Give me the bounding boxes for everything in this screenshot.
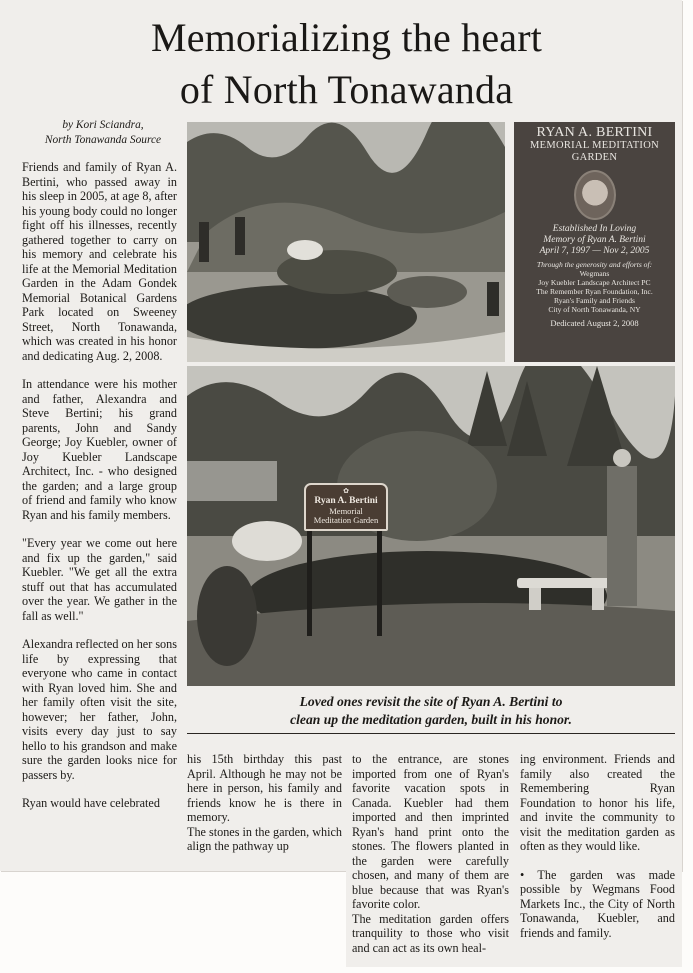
paragraph: to the entrance, are stones imported from one of Ryan's favorite vacation spots in Canada. Kuebler had them imported and then imprinted Ryan's hand print onto the stones. The flowers planted in the garden were carefully chosen, and many of them are blue because that was Ryan's favorite color. <box>352 752 509 911</box>
sign-line-2: Meditation Garden <box>313 515 379 525</box>
plaque-dates: April 7, 1997 — Nov 2, 2005 <box>539 246 650 256</box>
plaque-sponsor: Wegmans <box>579 269 610 278</box>
paragraph: his 15th birthday this past April. Although he may not be here in person, his family and friends know he is there in memory. <box>187 752 342 824</box>
caption-line-2: clean up the meditation garden, built in his honor. <box>290 712 572 727</box>
paragraph: The stones in the garden, which align the pathway up <box>187 824 343 853</box>
plaque-title: RYAN A. BERTINI <box>536 125 653 140</box>
memorial-plaque-photo <box>514 122 675 362</box>
article-column-3 <box>352 752 509 969</box>
garden-photo-top <box>187 122 505 362</box>
plaque-sponsor: Joy Kuebler Landscape Architect PC <box>538 278 651 287</box>
garden-photo-main <box>187 366 675 686</box>
plaque-dedicated: Dedicated August 2, 2008 <box>550 318 639 328</box>
garden-sign <box>304 483 388 531</box>
plaque-sponsor: The Remember Ryan Foundation, Inc. <box>536 287 653 296</box>
plaque-subtitle-1: MEMORIAL MEDITATION <box>530 140 659 151</box>
paragraph: In attendance were his mother and father, Alexandra and Steve Bertini; his grand parents, John and Sandy George; Joy Kuebler, owner of Joy Kuebler Landscape Architect, Inc. - who designed the garden; and a large group of friend and family who know Ryan and his family members. <box>22 377 177 522</box>
paragraph: • The garden was made possible by Wegmans Food Markets Inc., the City of North Tonawanda, Kuebler, and friends and family. <box>520 867 675 940</box>
caption-divider <box>187 733 675 734</box>
sign-line-1: Memorial <box>329 506 363 516</box>
flower-icon: ✿ <box>343 487 349 495</box>
article-column-1 <box>22 160 177 825</box>
plaque-through: Through the generosity and efforts of: <box>536 260 653 269</box>
portrait-icon <box>574 170 616 220</box>
headline-line-1: Memorializing the heart <box>150 15 543 60</box>
paragraph: Friends and family of Ryan A. Bertini, who passed away in his sleep in 2005, at age 8, after his young body could no longer fight off his illnesses, recently gathered together to carry on his memory and celebrate his life at the Memorial Meditation Garden in the Adam Gondek Memorial Botanical Gardens Park located on Sweeney Street, North Tonawanda, which was created in his honor and dedicating Aug. 2, 2008. <box>22 160 177 363</box>
paragraph: Alexandra reflected on her sons life by expressing that everyone who came in contact with Ryan loved him. She and her family often visit the site, however; her father, John, visits every day just to say hello to his grandson and make sure the garden looks nice for passers by. <box>22 637 177 782</box>
plaque-sponsor: City of North Tonawanda, NY <box>548 305 641 314</box>
article-column-4 <box>520 752 675 954</box>
paragraph: Ryan would have celebrated <box>22 796 160 810</box>
photo-caption <box>187 693 675 729</box>
headline-line-2: of North Tonawanda <box>179 67 514 112</box>
plaque-established-2: Memory of Ryan A. Bertini <box>543 235 646 245</box>
paragraph: "Every year we come out here and fix up the garden," said Kuebler. "We get all the extra stuff out that has accumulated over the year. We gather in the fall as well." <box>22 536 177 623</box>
article-column-2 <box>187 752 342 868</box>
byline-source: North Tonawanda Source <box>44 134 162 146</box>
plaque-established-1: Established In Loving <box>552 224 637 234</box>
byline-author: by Kori Sciandra, <box>62 119 144 131</box>
paragraph: ing environment. Friends and family also created the Remembering Ryan Foundation to honor his life, and invite the community to visit the meditation garden as often as they would like. <box>520 752 675 853</box>
paragraph: The meditation garden offers tranquility to those who visit and can act as its own heal- <box>352 911 509 955</box>
plaque-subtitle-2: GARDEN <box>571 152 618 163</box>
caption-line-1: Loved ones revisit the site of Ryan A. Bertini to <box>299 694 563 709</box>
plaque-sponsor: Ryan's Family and Friends <box>553 296 635 305</box>
byline <box>33 118 173 148</box>
sign-name: Ryan A. Bertini <box>314 496 378 506</box>
